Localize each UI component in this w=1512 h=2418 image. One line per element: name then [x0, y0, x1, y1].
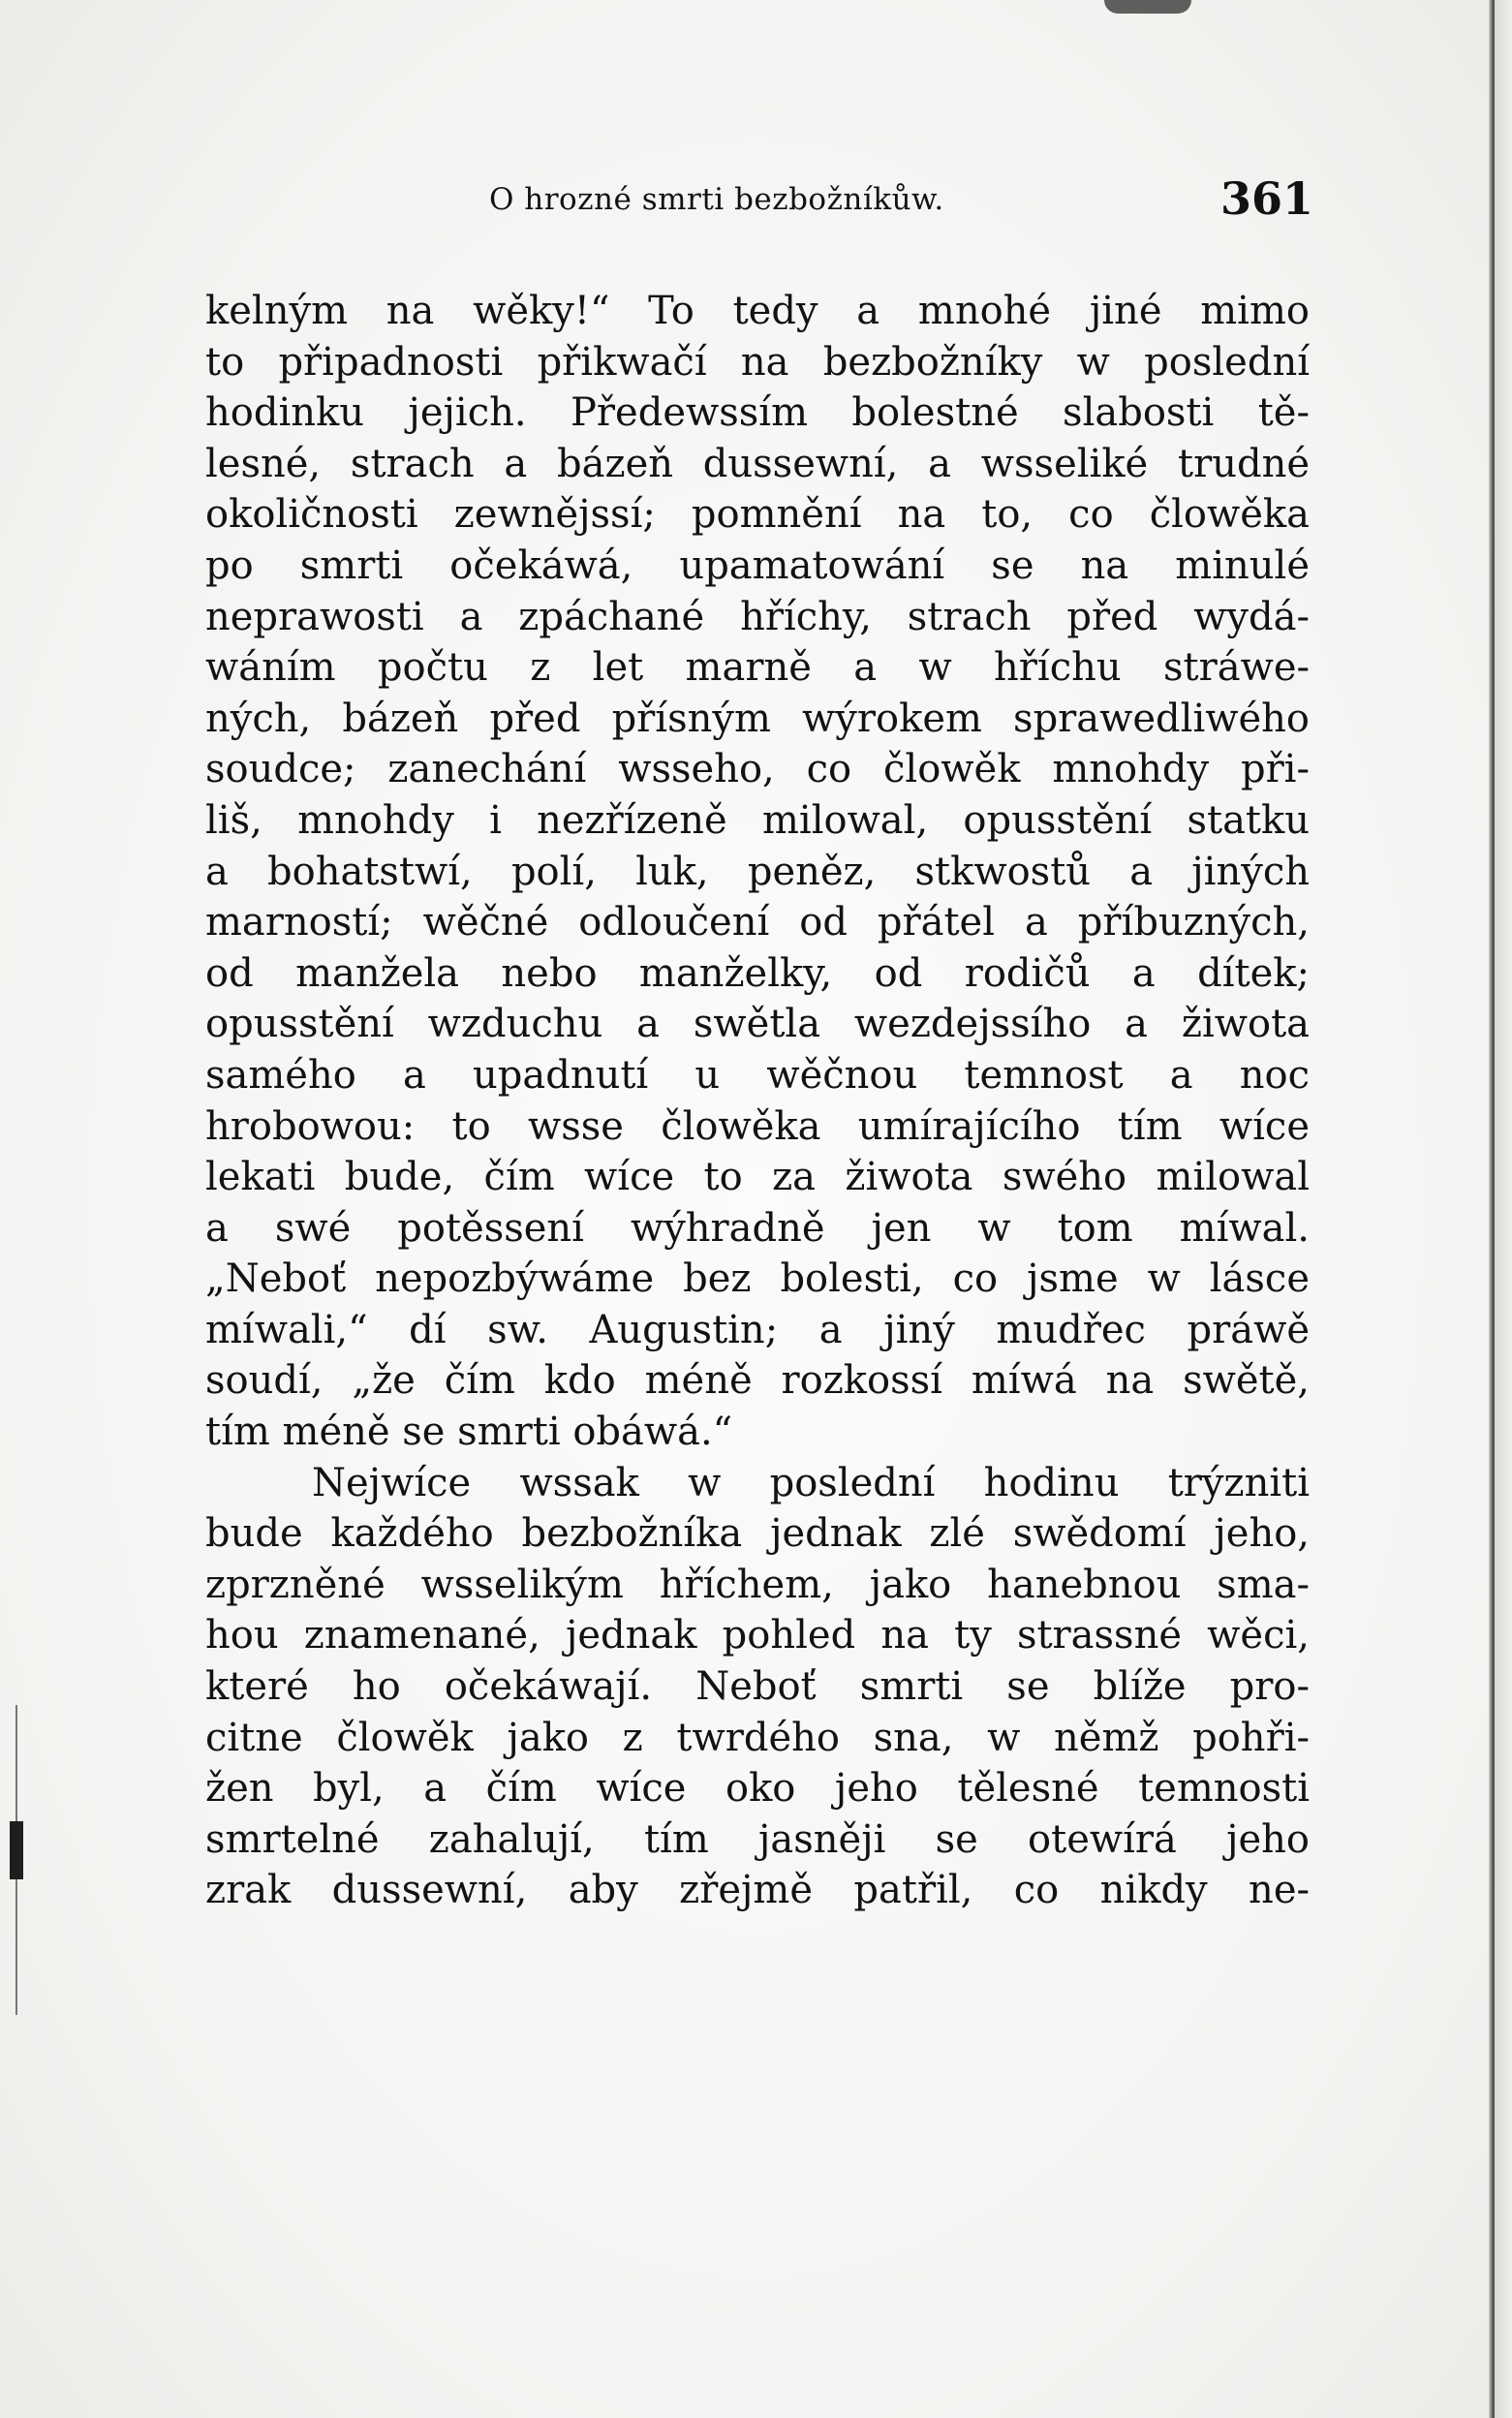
page-edge-shadow	[1489, 0, 1495, 2418]
text-line: od manžela nebo manželky, od rodičů a dítek;	[205, 950, 1310, 996]
text-line: žen byl, a čím wíce oko jeho tělesné temnosti	[205, 1766, 1310, 1812]
text-line: opusstění wzduchu a swětla wezdejssího a žiwota	[205, 1002, 1310, 1047]
text-line: po smrti očekáwá, upamatowání se na minulé	[205, 542, 1310, 588]
text-line: marností; wěčné odloučení od přátel a příbuzných,	[205, 900, 1310, 946]
text-line: wáním počtu z let marně a w hříchu stráwe-	[205, 645, 1310, 691]
text-line: zprzněné wsselikým hříchem, jako hanebnou sma-	[205, 1562, 1310, 1607]
text-line: samého a upadnutí u wěčnou temnost a noc	[205, 1052, 1310, 1098]
text-line: míwali,“ dí sw. Augustin; a jiný mudřec práwě	[205, 1307, 1310, 1352]
scan-artifact-top	[1104, 0, 1191, 14]
text-line: hodinku jejich. Předewssím bolestné slabosti tě-	[205, 390, 1310, 436]
text-line: zrak dussewní, aby zřejmě patřil, co nikdy ne-	[205, 1868, 1310, 1913]
text-line: lesné, strach a bázeň dussewní, a wsseliké trudné	[205, 441, 1310, 486]
text-line: okoličnosti zewnějssí; pomnění na to, co člowěka	[205, 492, 1310, 538]
text-line: soudce; zanechání wsseho, co člowěk mnohdy při-	[205, 747, 1310, 792]
text-line: lekati bude, čím wíce to za žiwota swého milowal	[205, 1155, 1310, 1200]
scan-artifact-left-mark	[10, 1821, 23, 1879]
page-number: 361	[1219, 172, 1313, 225]
text-line: ných, bázeň před přísným wýrokem sprawedliwého	[205, 696, 1310, 741]
text-line: to připadnosti přikwačí na bezbožníky w poslední	[205, 339, 1310, 385]
text-line: které ho očekáwají. Neboť smrti se blíže pro-	[205, 1664, 1310, 1710]
text-line: soudí, „že čím kdo méně rozkossí míwá na swětě,	[205, 1358, 1310, 1404]
text-line: „Neboť nepozbýwáme bez bolesti, co jsme w lásce	[205, 1256, 1310, 1302]
text-line: hou znamenané, jednak pohled na ty strassné wěci,	[205, 1613, 1310, 1658]
page-edge-outer	[1495, 0, 1512, 2418]
text-line: a swé potěssení wýhradně jen w tom míwal.	[205, 1205, 1310, 1251]
paragraph-start-line: Nejwíce wssak w poslední hodinu trýzniti	[312, 1460, 1310, 1505]
paragraph-end-line: tím méně se smrti obáwá.“	[205, 1410, 733, 1455]
text-line: kelným na wěky!“ To tedy a mnohé jiné mimo	[205, 289, 1310, 333]
body-text	[205, 286, 1310, 1916]
text-line: bude každého bezbožníka jednak zlé swědomí jeho,	[205, 1511, 1310, 1557]
text-line: liš, mnohdy i nezřízeně milowal, opusstění statku	[205, 797, 1310, 843]
text-line: smrtelné zahalují, tím jasněji se otewírá jeho	[205, 1816, 1310, 1862]
text-line: neprawosti a zpáchané hříchy, strach před wydá-	[205, 594, 1310, 639]
text-line: citne člowěk jako z twrdého sna, w němž pohři-	[205, 1715, 1310, 1760]
text-line: hrobowou: to wsse člowěka umírajícího tím wíce	[205, 1103, 1310, 1149]
text-line: a bohatstwí, polí, luk, peněz, stkwostů a jiných	[205, 849, 1310, 894]
running-title: O hrozné smrti bezbožníkůw.	[489, 182, 944, 217]
